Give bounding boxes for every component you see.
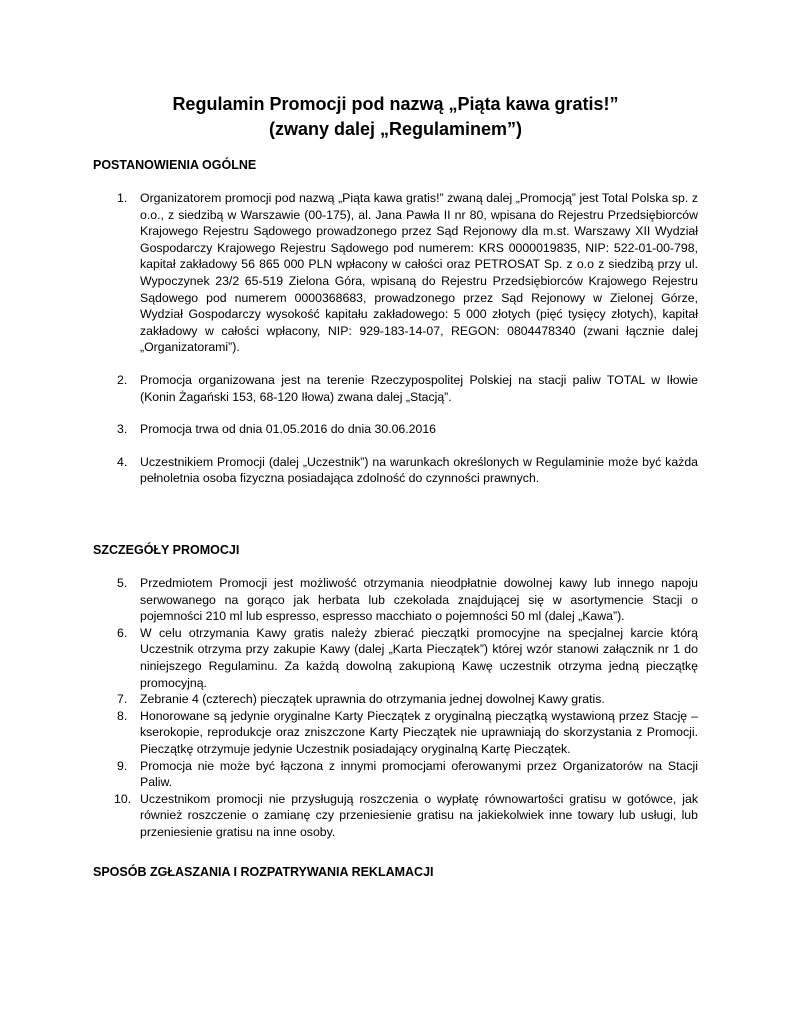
list-item [0, 691, 791, 708]
item-number: 2. [117, 372, 128, 387]
item-number: 7. [117, 692, 128, 707]
item-number: 4. [117, 454, 128, 469]
item-number: 6. [117, 625, 128, 640]
item-text: Uczestnikom promocji nie przysługują roszczenia o wypłatę równowartości gratisu w gotówce, jak również roszczenie o zamianę czy przeniesienie gratisu na jakiekolwiek inne towary lub usługi, lub przeniesienie gratisu na inne osoby. [140, 791, 698, 839]
item-number: 8. [117, 708, 128, 723]
list-item [0, 454, 791, 487]
list-item [0, 708, 791, 758]
section-general-list [0, 190, 791, 487]
list-item [0, 190, 791, 356]
document-title: Regulamin Promocji pod nazwą „Piąta kawa gratis!” [172, 94, 619, 114]
item-number: 9. [117, 758, 128, 773]
item-number: 3. [117, 422, 128, 437]
item-text: Promocja nie może być łączona z innymi promocjami oferowanymi przez Organizatorów na Stacji Paliw. [140, 758, 698, 790]
item-text: Uczestnikiem Promocji (dalej „Uczestnik”) na warunkach określonych w Regulaminie może być każda pełnoletnia osoba fizyczna posiadająca zdolność do czynności prawnych. [140, 454, 698, 486]
item-text: Promocja organizowana jest na terenie Rzeczypospolitej Polskiej na stacji paliw TOTAL w Iłowie (Konin Żagański 153, 68-120 Iłowa) zwana dalej „Stacją”. [140, 372, 698, 404]
item-text: Organizatorem promocji pod nazwą „Piąta kawa gratis!” zwaną dalej „Promocją” jest Total Polska sp. z o.o., z siedzibą w Warszawie (00-175), al. Jana Pawła II nr 80, wpisana do Rejestru Przedsiębiorców Krajowego Rejestru Sądowego prowadzonego przez Sąd Rejonowy dla m.st. Warszawy XII Wydział Gospodarczy Krajowego Rejestru Sądowego pod numerem: KRS 0000019835, NIP: 522-01-00-798, kapitał zakładowy 56 865 000 PLN wpłacony w całości oraz PETROSAT Sp. z o.o z siedzibą przy ul. Wypoczynek 23/2 65-519 Zielona Góra, wpisaną do Rejestru Przedsiębiorców Krajowego Rejestru Sądowego pod numerem 0000368683, prowadzonego przez Sąd Rejonowy w Zielonej Górze, Wydział Gospodarczy wysokość kapitału zakładowego: 5 000 złotych (pięć tysięcy złotych), kapitał zakładowy w całości wpłacony, NIP: 929-183-14-07, REGON: 0804478340 (zwani łącznie dalej „Organizatorami”). [140, 191, 698, 355]
item-text: Honorowane są jedynie oryginalne Karty Pieczątek z oryginalną pieczątką wystawioną przez Stację – kserokopie, reprodukcje oraz zniszczone Karty Pieczątek nie uprawniają do skorzystania z Promocji. Pieczątkę otrzymuje jedynie Uczestnik posiadający oryginalną Kartę Pieczątek. [140, 708, 698, 756]
section-heading-general: POSTANOWIENIA OGÓLNE [93, 158, 257, 172]
list-item [0, 372, 791, 405]
section-details-list [0, 575, 791, 841]
list-item [0, 758, 791, 791]
item-number: 5. [117, 576, 128, 590]
list-item [0, 575, 791, 625]
item-text: Promocja trwa od dnia 01.05.2016 do dnia 30.06.2016 [140, 422, 437, 437]
item-number: 1. [117, 191, 128, 205]
list-item [0, 625, 791, 691]
item-text: W celu otrzymania Kawy gratis należy zbierać pieczątki promocyjne na specjalnej karcie którą Uczestnik otrzyma przy zakupie Kawy (dalej „Karta Pieczątek”) której wzór stanowi załącznik nr 1 do niniejszego Regulaminu. Za każdą dowolną zakupioną Kawę uczestnik otrzyma jedną pieczątkę promocyjną. [140, 625, 698, 690]
item-text: Przedmiotem Promocji jest możliwość otrzymania nieodpłatnie dowolnej kawy lub innego napoju serwowanego na gorąco jak herbata lub czekolada znajdującej się w asortymencie Stacji o pojemności 210 ml lub espresso, espresso macchiato o pojemności 50 ml (dalej „Kawa”). [140, 576, 698, 624]
section-heading-details: SZCZEGÓŁY PROMOCJI [93, 543, 240, 557]
document-subtitle: (zwany dalej „Regulaminem”) [268, 119, 523, 139]
item-number: 10. [114, 791, 132, 806]
list-item [0, 791, 791, 841]
list-item [0, 421, 791, 438]
section-heading-complaints: SPOSÓB ZGŁASZANIA I ROZPATRYWANIA REKLAMACJI [93, 865, 434, 879]
item-text: Zebranie 4 (czterech) pieczątek uprawnia do otrzymania jednej dowolnej Kawy gratis. [140, 692, 605, 707]
